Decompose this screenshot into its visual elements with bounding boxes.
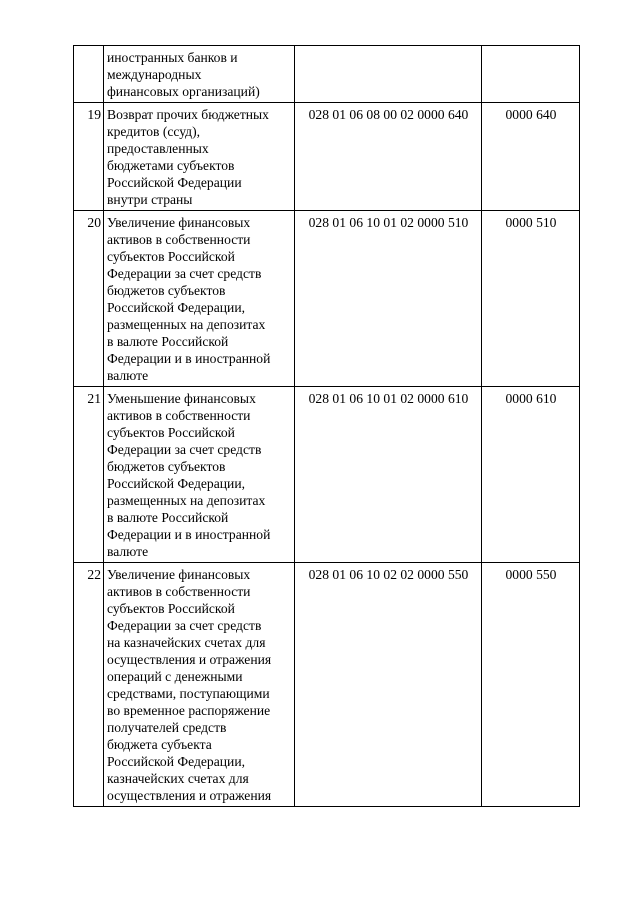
name-line: Федерации за счет средств <box>107 618 262 633</box>
name-line: Возврат прочих бюджетных <box>107 107 269 122</box>
row-code-cell: 028 01 06 08 00 02 0000 640 <box>295 103 482 211</box>
name-line: финансовых организаций) <box>107 84 260 99</box>
name-line: бюджета субъекта <box>107 737 212 752</box>
row-number-cell: 22 <box>74 563 104 807</box>
row-number-cell <box>74 46 104 103</box>
row-short-code-cell: 0000 610 <box>482 387 580 563</box>
name-line: международных <box>107 67 202 82</box>
name-line: валюте <box>107 368 149 383</box>
table-row <box>74 103 580 211</box>
name-line: Увеличение финансовых <box>107 567 251 582</box>
name-line: во временное распоряжение <box>107 703 271 718</box>
name-line: Российской Федерации, <box>107 300 245 315</box>
budget-codes-table <box>73 45 580 807</box>
row-code-cell: 028 01 06 10 02 02 0000 550 <box>295 563 482 807</box>
name-line: кредитов (ссуд), <box>107 124 201 139</box>
name-line: Федерации и в иностранной <box>107 351 271 366</box>
name-line: иностранных банков и <box>107 50 238 65</box>
row-code-cell: 028 01 06 10 01 02 0000 610 <box>295 387 482 563</box>
name-line: субъектов Российской <box>107 601 235 616</box>
name-line: на казначейских счетах для <box>107 635 266 650</box>
name-line: субъектов Российской <box>107 425 235 440</box>
row-name-cell <box>104 46 295 103</box>
name-line: Российской Федерации <box>107 175 242 190</box>
name-line: осуществления и отражения <box>107 652 272 667</box>
table-row <box>74 563 580 807</box>
name-line: Увеличение финансовых <box>107 215 251 230</box>
name-line: казначейских счетах для <box>107 771 249 786</box>
name-line: Федерации за счет средств <box>107 442 262 457</box>
name-line: субъектов Российской <box>107 249 235 264</box>
name-line: валюте <box>107 544 149 559</box>
name-line: Российской Федерации, <box>107 476 245 491</box>
name-line: операций с денежными <box>107 669 243 684</box>
row-name-cell <box>104 563 295 807</box>
name-line: осуществления и отражения <box>107 788 272 803</box>
name-line: средствами, поступающими <box>107 686 270 701</box>
row-short-code-cell: 0000 510 <box>482 211 580 387</box>
row-code-cell: 028 01 06 10 01 02 0000 510 <box>295 211 482 387</box>
row-code-cell <box>295 46 482 103</box>
row-short-code-cell: 0000 550 <box>482 563 580 807</box>
table-row <box>74 46 580 103</box>
table-row <box>74 387 580 563</box>
name-line: в валюте Российской <box>107 510 229 525</box>
name-line: Федерации и в иностранной <box>107 527 271 542</box>
row-name-cell <box>104 387 295 563</box>
table-body <box>74 46 580 807</box>
name-line: получателей средств <box>107 720 227 735</box>
row-short-code-cell: 0000 640 <box>482 103 580 211</box>
table-row <box>74 211 580 387</box>
name-line: размещенных на депозитах <box>107 493 266 508</box>
name-line: Федерации за счет средств <box>107 266 262 281</box>
row-short-code-cell <box>482 46 580 103</box>
name-line: активов в собственности <box>107 232 251 247</box>
name-line: предоставленных <box>107 141 209 156</box>
name-line: Уменьшение финансовых <box>107 391 256 406</box>
row-number-cell: 19 <box>74 103 104 211</box>
name-line: бюджетами субъектов <box>107 158 235 173</box>
name-line: Российской Федерации, <box>107 754 245 769</box>
name-line: бюджетов субъектов <box>107 283 226 298</box>
row-name-cell <box>104 103 295 211</box>
name-line: активов в собственности <box>107 584 251 599</box>
name-line: в валюте Российской <box>107 334 229 349</box>
row-number-cell: 21 <box>74 387 104 563</box>
name-line: размещенных на депозитах <box>107 317 266 332</box>
row-number-cell: 20 <box>74 211 104 387</box>
name-line: бюджетов субъектов <box>107 459 226 474</box>
name-line: активов в собственности <box>107 408 251 423</box>
name-line: внутри страны <box>107 192 193 207</box>
row-name-cell <box>104 211 295 387</box>
